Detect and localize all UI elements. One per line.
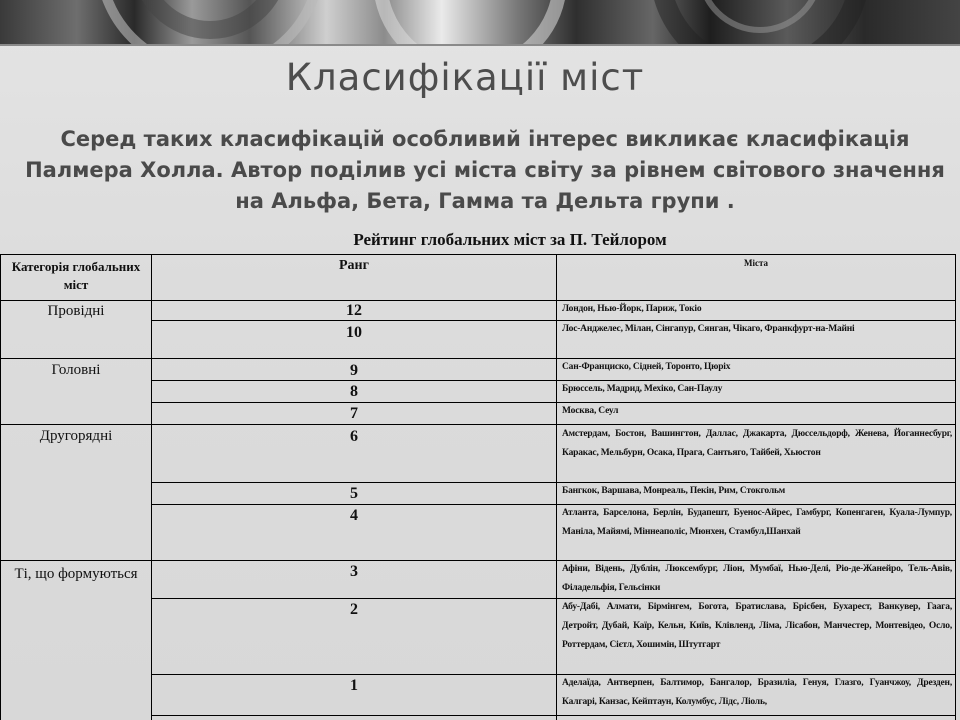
header-banner: [0, 0, 960, 44]
rank-cell: 3: [350, 563, 358, 580]
banner-divider: [0, 44, 960, 46]
cities-cell: Сан-Франциско, Сідней, Торонто, Цюріх: [562, 362, 731, 372]
cities-cell: Афіни, Відень, Дублін, Люксембург, Ліон, Мумбаї, Нью-Делі, Ріо-де-Жанейро, Тель-Авів, Філадельфія, Гельсінки: [562, 564, 952, 593]
category-leading: Провідні: [47, 303, 105, 319]
category-secondary: Другорядні: [39, 428, 113, 444]
cities-cell: Абу-Дабі, Алмати, Бірмінгем, Богота, Братислава, Брісбен, Бухарест, Ванкувер, Гаага, Детройт, Дубай, Каїр, Кельн, Київ, Клівленд, Ліма, Лісабон, Манчестер, Монтевідео, Осло, Роттердам, Сієтл, Хошимін, Штутгарт: [562, 602, 952, 650]
cities-cell: Лондон, Нью-Йорк, Париж, Токіо: [562, 304, 702, 314]
slide-title: Класифікації міст: [285, 56, 645, 99]
rank-cell: 10: [346, 324, 362, 341]
wheel-rim-decoration: [0, 0, 960, 44]
slide-subtitle: Серед таких класифікацій особливий інтерес викликає класифікація Палмера Холла. Автор поділив усі міста світу за рівнем світового значення на Альфа, Бета, Гамма та Дельта групи .: [25, 127, 945, 213]
header-cities: Міста: [743, 258, 769, 268]
cities-cell: Атланта, Барселона, Берлін, Будапешт, Буенос-Айрес, Гамбург, Копенгаген, Куала-Лумпур, Маніла, Майямі, Міннеаполіс, Мюнхен, Стамбул,Шанхай: [562, 508, 952, 537]
category-emerging: Ті, що формуються: [14, 566, 138, 582]
rank-cell: 7: [350, 405, 358, 422]
rank-cell: 5: [350, 485, 358, 502]
cities-cell: Лос-Анджелес, Мілан, Сінгапур, Сянган, Чікаго, Франкфурт-на-Майні: [562, 324, 855, 334]
rank-cell: 12: [346, 302, 362, 319]
cities-cell: Брюссель, Мадрид, Мехіко, Сан-Паулу: [562, 384, 723, 394]
rank-cell: 6: [350, 428, 358, 445]
cities-cell: Аделаїда, Антверпен, Балтимор, Бангалор, Бразиліа, Генуя, Глазго, Гуанчжоу, Дрезден, Калгарі, Канзас, Кейптаун, Колумбус, Лідс, Ліоль,: [562, 678, 952, 707]
rank-cell: 9: [350, 362, 358, 379]
ranking-table: [0, 252, 960, 720]
table-caption: Рейтинг глобальних міст за П. Тейлором: [353, 230, 667, 249]
header-category: Категорія глобальних міст: [11, 259, 141, 292]
rank-cell: 4: [350, 507, 358, 524]
cities-cell: Бангкок, Варшава, Монреаль, Пекін, Рим, Стокгольм: [562, 486, 786, 496]
rank-cell: 8: [350, 383, 358, 400]
cities-cell: Амстердам, Бостон, Вашингтон, Даллас, Джакарта, Дюссельдорф, Женева, Йоганнесбург, Каракас, Мельбурн, Осака, Прага, Сантьяго, Тайбей, Хьюстон: [562, 429, 952, 458]
header-rank: Ранг: [339, 258, 369, 273]
category-major: Головні: [51, 362, 101, 378]
cities-cell: Москва, Сеул: [562, 406, 619, 416]
rank-cell: 2: [350, 601, 358, 618]
rank-cell: 1: [350, 677, 358, 694]
